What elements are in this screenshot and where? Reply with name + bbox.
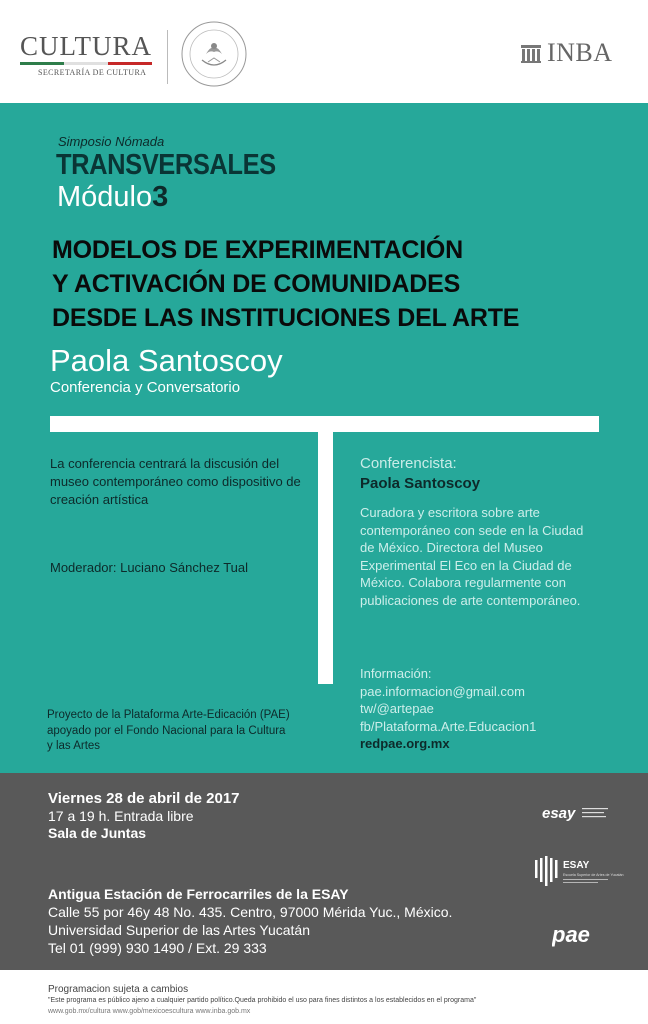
mexican-coat-of-arms-seal-icon bbox=[180, 20, 248, 88]
venue-university: Universidad Superior de las Artes Yucatán bbox=[48, 922, 311, 938]
esay-wordmark-logo bbox=[542, 804, 612, 822]
event-main-panel bbox=[0, 103, 648, 773]
conference-description: La conferencia centrará la discusión del museo contemporáneo como dispositivo de creación artística bbox=[50, 456, 301, 507]
pae-logo-text: pae bbox=[552, 923, 590, 947]
footer-links[interactable]: www.gob.mx/cultura www.gob/mexicoescultura www.inba.gob.mx bbox=[48, 1008, 251, 1015]
speaker-bio: Curadora y escritora sobre arte contemporáneo con sede en la Ciudad de México. Directora del Museo Experimental El Eco en la Ciudad de México. Colabora regularmente con publicaciones de arte contemporáneo. bbox=[360, 505, 584, 608]
event-title bbox=[52, 233, 622, 335]
header bbox=[0, 0, 648, 103]
speaker-name: Paola Santoscoy bbox=[360, 475, 481, 492]
footer bbox=[0, 970, 648, 1024]
event-title-line: MODELOS DE EXPERIMENTACIÓN bbox=[52, 236, 464, 264]
facebook-link[interactable]: fb/Plataforma.Arte.Educacion1 bbox=[360, 718, 537, 734]
esay-logo-caption: Escuela Superior de Artes de Yucatán bbox=[563, 873, 624, 877]
venue-phone: Tel 01 (999) 930 1490 / Ext. 29 333 bbox=[48, 940, 267, 956]
t-divider-stem bbox=[318, 416, 333, 684]
speaker-label: Conferencista: bbox=[360, 455, 457, 472]
event-time: 17 a 19 h. Entrada libre bbox=[48, 808, 194, 824]
speaker-name-heading: Paola Santoscoy bbox=[50, 343, 283, 378]
project-credit-line: y las Artes bbox=[47, 740, 101, 752]
project-credit bbox=[47, 708, 322, 755]
event-title-line: Y ACTIVACIÓN DE COMUNIDADES bbox=[52, 270, 461, 298]
module-word: Módulo bbox=[57, 181, 153, 213]
cultura-title: CULTURA bbox=[20, 31, 153, 61]
venue-block bbox=[48, 885, 528, 957]
cultura-subtitle: SECRETARÍA DE CULTURA bbox=[38, 68, 147, 77]
event-date: Viernes 28 de abril de 2017 bbox=[48, 790, 240, 807]
website-link[interactable]: redpae.org.mx bbox=[360, 736, 450, 751]
info-label: Información: bbox=[360, 666, 432, 681]
module-number: 3 bbox=[152, 181, 169, 213]
cultura-bar-white bbox=[64, 62, 108, 65]
pae-logo bbox=[552, 923, 602, 947]
svg-text:esay: esay bbox=[542, 805, 576, 822]
twitter-link[interactable]: tw/@artepae bbox=[360, 701, 434, 716]
moderator: Moderador: Luciano Sánchez Tual bbox=[50, 560, 249, 575]
venue-address: Calle 55 por 46y 48 No. 435. Centro, 97000 Mérida Yuc., México. bbox=[48, 904, 453, 920]
inba-logo bbox=[520, 40, 613, 66]
cultura-bar-green bbox=[20, 62, 64, 65]
cultura-color-bar bbox=[20, 62, 152, 65]
schedule-notice: Programacion sujeta a cambios bbox=[48, 984, 189, 995]
email-link[interactable]: pae.informacion@gmail.com bbox=[360, 683, 525, 699]
event-room: Sala de Juntas bbox=[48, 825, 147, 841]
header-divider bbox=[167, 30, 168, 84]
symposium-label: Simposio Nómada bbox=[58, 134, 165, 149]
cultura-logo bbox=[20, 32, 160, 77]
series-title: TRANSVERSALES bbox=[56, 149, 276, 181]
contact-info bbox=[360, 665, 600, 753]
module-label bbox=[57, 181, 168, 214]
inba-title: INBA bbox=[547, 38, 613, 67]
venue-title: Antigua Estación de Ferrocarriles de la ESAY bbox=[48, 886, 349, 902]
legal-disclaimer: "Este programa es público ajeno a cualquier partido político.Queda prohibido el uso para fines distintos a los establecidos en el programa" bbox=[48, 997, 477, 1004]
esay-emblem-logo bbox=[533, 856, 625, 892]
event-details-panel bbox=[0, 773, 648, 970]
cultura-bar-red bbox=[108, 62, 152, 65]
project-credit-line: Proyecto de la Plataforma Arte-Edicación (PAE) bbox=[47, 709, 290, 721]
speaker-info-column bbox=[360, 455, 595, 609]
speaker-role: Conferencia y Conversatorio bbox=[50, 379, 241, 396]
palace-building-icon bbox=[520, 42, 542, 64]
event-title-line: DESDE LAS INSTITUCIONES DEL ARTE bbox=[52, 304, 520, 332]
project-credit-line: apoyado por el Fondo Nacional para la Cultura bbox=[47, 724, 286, 737]
esay-logo-text: ESAY bbox=[563, 860, 590, 871]
